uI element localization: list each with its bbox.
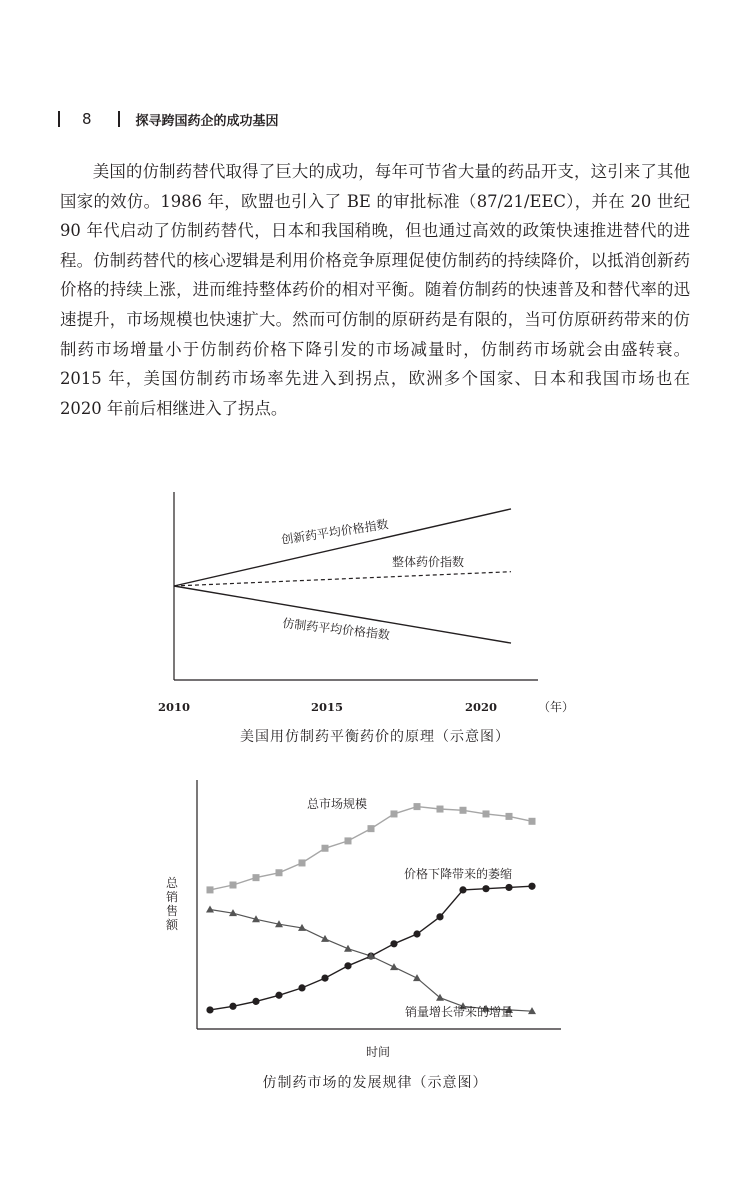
volume-growth-point <box>206 906 214 913</box>
figure1-caption: 美国用仿制药平衡药价的原理（示意图） <box>240 729 510 745</box>
x-tick-2010: 2010 <box>157 700 191 714</box>
page-number: 8 <box>82 110 92 128</box>
price-decline-point <box>252 998 259 1005</box>
price-decline-line <box>210 886 532 1010</box>
total-market-point <box>368 825 375 832</box>
total-market-point <box>460 807 467 814</box>
total-market-point <box>345 837 352 844</box>
volume-growth-point <box>413 974 421 981</box>
price-decline-point <box>413 930 420 937</box>
price-decline-point <box>528 883 535 890</box>
price-decline-point <box>321 975 328 982</box>
total-market-point <box>391 810 398 817</box>
price-decline-label: 价格下降带来的萎缩 <box>404 867 513 881</box>
price-decline-point <box>459 886 466 893</box>
volume-growth-point <box>390 963 398 970</box>
volume-growth-label: 销量增长带来的增量 <box>405 1005 514 1019</box>
running-header <box>58 108 279 130</box>
total-market-point <box>299 859 306 866</box>
x-tick-2020: 2020 <box>464 700 498 714</box>
price-decline-point <box>482 885 489 892</box>
innovative-line-label: 创新药平均价格指数 <box>280 517 390 547</box>
price-decline-point <box>229 1003 236 1010</box>
volume-growth-point <box>321 935 329 942</box>
total-market-point <box>414 803 421 810</box>
running-title: 探寻跨国药企的成功基因 <box>135 113 279 129</box>
figure-market-pattern-chart <box>0 770 750 1060</box>
x-axis-unit: （年） <box>538 700 575 714</box>
y-axis-label: 总销售额 <box>166 876 179 932</box>
total-market-point <box>207 886 214 893</box>
total-market-label: 总市场规模 <box>307 797 368 811</box>
volume-growth-line <box>210 910 532 1012</box>
total-market-point <box>437 806 444 813</box>
price-decline-point <box>436 913 443 920</box>
volume-growth-point <box>344 945 352 952</box>
price-decline-point <box>275 992 282 999</box>
total-market-point <box>483 810 490 817</box>
price-decline-point <box>344 962 351 969</box>
header-divider <box>58 111 60 127</box>
figure-price-balance-chart <box>0 480 750 720</box>
price-decline-point <box>298 984 305 991</box>
price-decline-point <box>390 940 397 947</box>
overall-line-label: 整体药价指数 <box>392 555 465 569</box>
innovative-price-line <box>174 509 511 586</box>
header-divider <box>118 111 120 127</box>
price-decline-point <box>505 884 512 891</box>
x-tick-2015: 2015 <box>310 700 344 714</box>
body-paragraph: 美国的仿制药替代取得了巨大的成功，每年可节省大量的药品开支，这引来了其他国家的效仿。1986 年，欧盟也引入了 BE 的审批标准（87/21/EEC），并在 20 世纪 90 年代启动了仿制药替代，日本和我国稍晚，但也通过高效的政策快速推进替代的进程。仿制药替代的核心逻辑是利用价格竞争原理促使仿制药的持续降价，以抵消创新药价格的持续上涨，进而维持整体药价的相对平衡。随着仿制药的快速普及和替代率的迅速提升，市场规模也快速扩大。然而可仿制的原研药是有限的，当可仿原研药带来的仿制药市场增量小于仿制药价格下降引发的市场减量时，仿制药市场就会由盛转衰。2015 年，美国仿制药市场率先进入到拐点，欧洲多个国家、日本和我国市场也在 2020 年前后相继进入了拐点。 <box>60 162 690 418</box>
total-market-point <box>253 874 260 881</box>
total-market-point <box>322 845 329 852</box>
x-axis-label: 时间 <box>365 1045 391 1059</box>
price-decline-point <box>206 1006 213 1013</box>
total-market-point <box>230 882 237 889</box>
generic-line-label: 仿制药平均价格指数 <box>281 616 391 643</box>
total-market-point <box>276 869 283 876</box>
total-market-point <box>529 818 536 825</box>
total-market-point <box>506 813 513 820</box>
figure2-caption: 仿制药市场的发展规律（示意图） <box>262 1075 488 1091</box>
